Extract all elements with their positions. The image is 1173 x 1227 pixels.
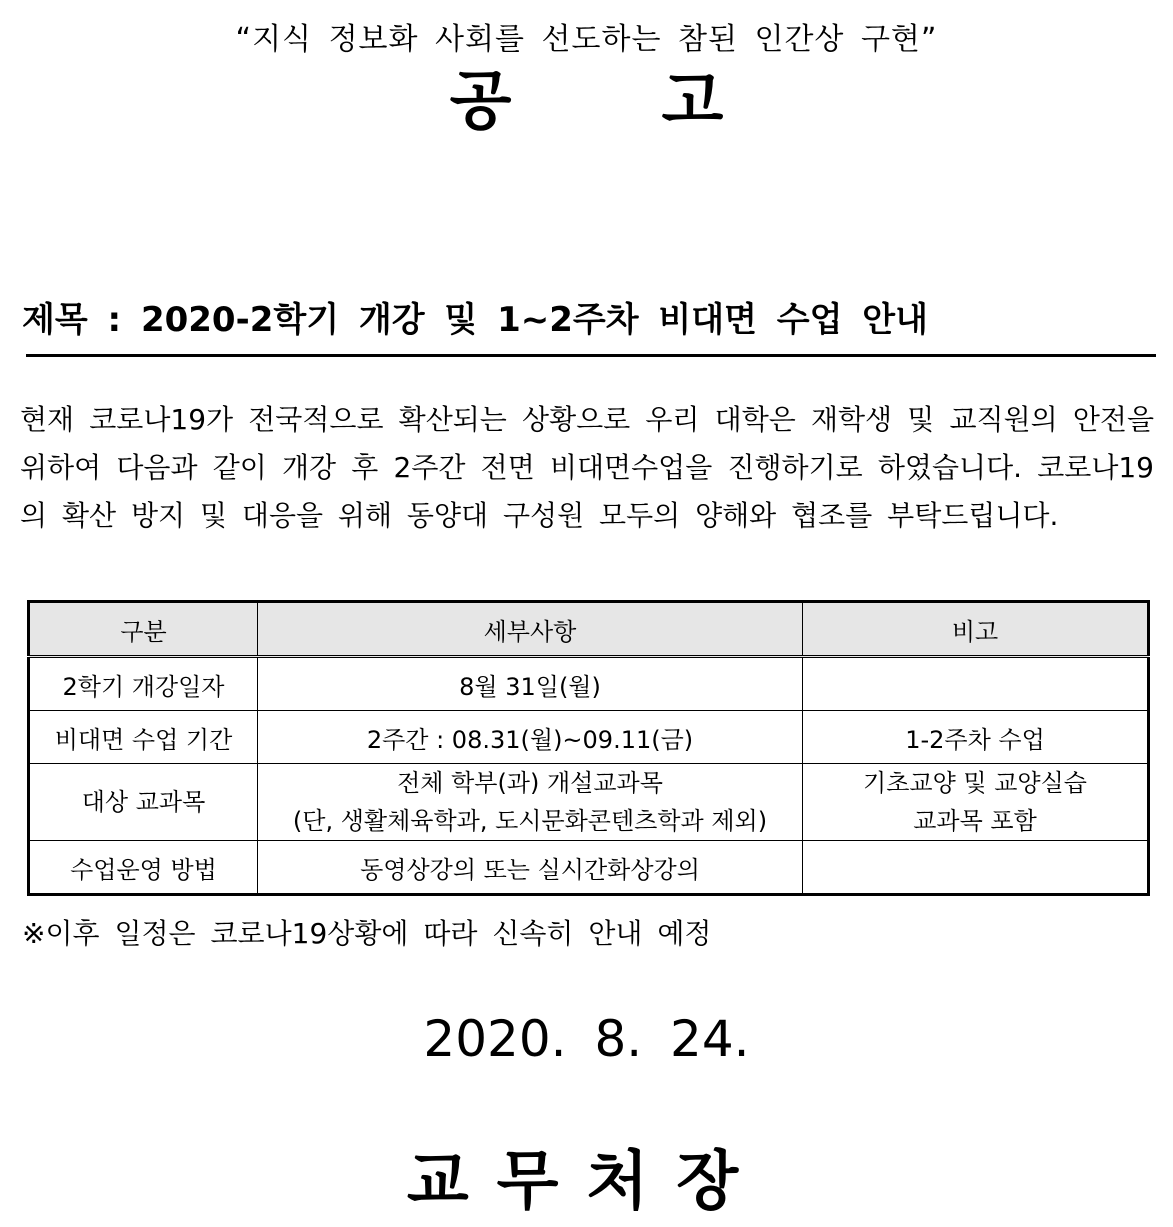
notice-title xyxy=(0,62,1173,142)
cell-category: 수업운영 방법 xyxy=(29,841,258,895)
schedule-table-wrapper xyxy=(27,600,1147,896)
table-row xyxy=(29,841,1149,895)
table-header-row xyxy=(29,602,1149,657)
header-category: 구분 xyxy=(29,602,258,657)
signer: 교무처장 xyxy=(406,1145,767,1219)
cell-note xyxy=(803,764,1149,841)
notice-title-char-1: 공 xyxy=(449,65,512,139)
issue-date: 2020. 8. 24. xyxy=(423,1010,750,1068)
header-note: 비고 xyxy=(803,602,1149,657)
subject-divider xyxy=(26,354,1156,357)
header-detail: 세부사항 xyxy=(258,602,803,657)
cell-detail-line-1: 전체 학부(과) 개설교과목 xyxy=(397,769,663,797)
notice-title-char-2: 고 xyxy=(661,65,724,139)
cell-note-line-2: 교과목 포함 xyxy=(913,807,1037,835)
cell-note xyxy=(803,841,1149,895)
cell-category: 2학기 개강일자 xyxy=(29,657,258,711)
cell-detail xyxy=(258,764,803,841)
cell-category: 비대면 수업 기간 xyxy=(29,711,258,764)
cell-category: 대상 교과목 xyxy=(29,764,258,841)
footnote: ※이후 일정은 코로나19상황에 따라 신속히 안내 예정 xyxy=(22,917,712,950)
motto: “지식 정보화 사회를 선도하는 참된 인간상 구현” xyxy=(235,22,938,57)
schedule-table xyxy=(27,600,1150,896)
cell-detail: 동영상강의 또는 실시간화상강의 xyxy=(258,841,803,895)
subject-line: 제목 : 2020-2학기 개강 및 1~2주차 비대면 수업 안내 xyxy=(22,300,928,340)
cell-detail: 2주간 : 08.31(월)~09.11(금) xyxy=(258,711,803,764)
table-row xyxy=(29,764,1149,841)
cell-note: 1-2주차 수업 xyxy=(803,711,1149,764)
cell-note-line-1: 기초교양 및 교양실습 xyxy=(863,769,1087,797)
body-paragraph: 현재 코로나19가 전국적으로 확산되는 상황으로 우리 대학은 재학생 및 교직원의 안전을 위하여 다음과 같이 개강 후 2주간 전면 비대면수업을 진행하기로 하였습니다. 코로나19의 확산 방지 및 대응을 위해 동양대 구성원 모두의 양해와 협조를 부탁드립니다. xyxy=(20,403,1154,532)
table-row xyxy=(29,711,1149,764)
cell-note xyxy=(803,657,1149,711)
cell-detail: 8월 31일(월) xyxy=(258,657,803,711)
table-row xyxy=(29,657,1149,711)
cell-detail-line-2: (단, 생활체육학과, 도시문화콘텐츠학과 제외) xyxy=(292,807,768,835)
